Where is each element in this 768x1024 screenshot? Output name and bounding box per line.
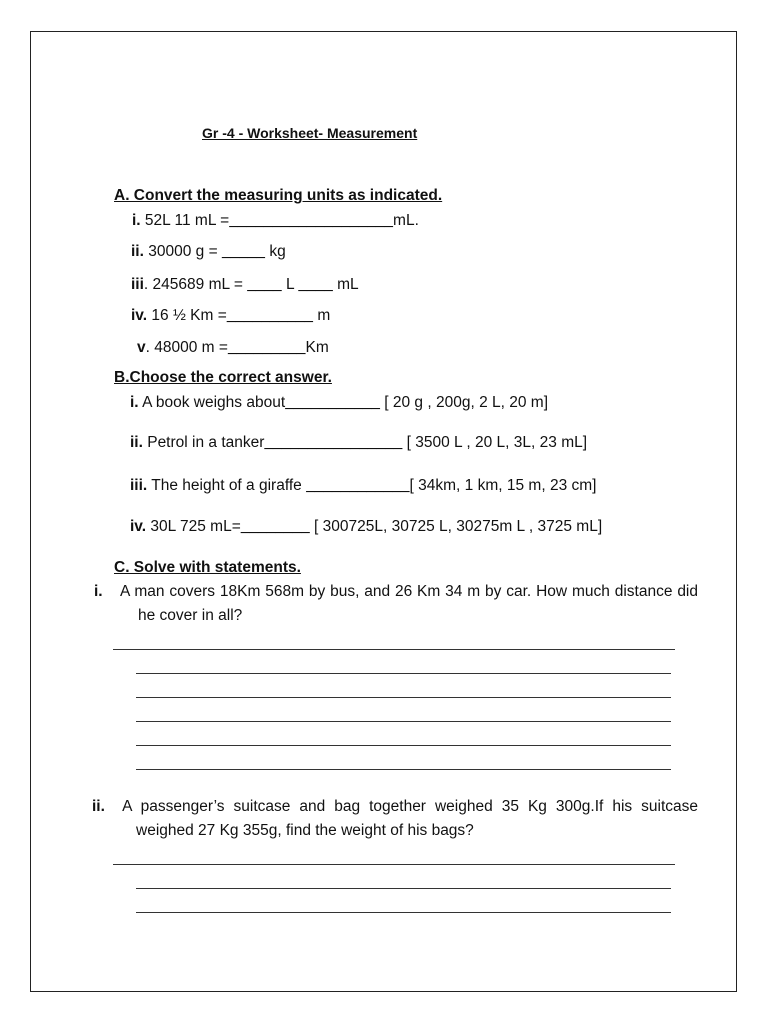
question-text: A passenger’s suitcase and bag together weighed 35 Kg 300g.If his suitcase weighed 27 Kg 355g, find the weight of his bags? (114, 798, 698, 839)
item-text: 52L 11 mL = (140, 212, 230, 229)
section-b-item-1 (130, 394, 548, 412)
section-b-item-3 (130, 477, 596, 495)
answer-blank-millilitres[interactable]: ____ (298, 276, 333, 293)
answer-blank[interactable]: ________________ (264, 434, 403, 451)
item-unit: kg (265, 243, 286, 260)
item-number: ii. (131, 243, 144, 260)
question-text: A man covers 18Km 568m by bus, and 26 Km 34 m by car. How much distance did he cover in all? (116, 583, 698, 624)
question-c1: i. A man covers 18Km 568m by bus, and 26 Km 34 m by car. How much distance did he cover in all? (94, 583, 698, 624)
answer-line[interactable] (136, 769, 671, 770)
answer-line[interactable] (136, 888, 671, 889)
section-b-heading: B.Choose the correct answer. (114, 369, 332, 386)
section-b-item-2 (130, 434, 587, 452)
section-a-item-3 (131, 276, 359, 294)
item-number: iii (131, 276, 144, 293)
item-number: iv. (131, 307, 148, 324)
worksheet-title: Gr -4 - Worksheet- Measurement (202, 125, 418, 141)
answer-blank[interactable]: __________ (226, 307, 314, 324)
item-text: . 245689 mL = (143, 276, 248, 293)
answer-line[interactable] (113, 649, 675, 650)
answer-blank[interactable]: ___________________ (229, 212, 394, 229)
answer-line[interactable] (136, 745, 671, 746)
answer-options: [ 300725L, 30725 L, 30275m L , 3725 mL] (309, 518, 603, 535)
section-a-heading: A. Convert the measuring units as indicated. (114, 187, 443, 204)
answer-options: [ 3500 L , 20 L, 3L, 23 mL] (402, 434, 588, 451)
item-number: i. (132, 212, 141, 229)
item-text: . 48000 m = (145, 339, 228, 356)
item-text: 30000 g = (143, 243, 222, 260)
item-unit: m (313, 307, 331, 324)
item-unit: mL. (393, 212, 419, 229)
item-text: A book weighs about (138, 394, 286, 411)
item-text: The height of a giraffe (147, 477, 307, 494)
item-unit: mL (332, 276, 359, 293)
question-c2: ii. A passenger’s suitcase and bag together weighed 35 Kg 300g.If his suitcase weighed 27 Kg 355g, find the weight of his bags? (92, 798, 698, 839)
answer-line[interactable] (136, 912, 671, 913)
item-number: ii. (130, 434, 143, 451)
answer-blank[interactable]: ___________ (285, 394, 380, 411)
section-a-item-4 (131, 307, 330, 325)
answer-options: [ 20 g , 200g, 2 L, 20 m] (379, 394, 548, 411)
item-number: iii. (130, 477, 148, 494)
answer-options: [ 34km, 1 km, 15 m, 23 cm] (409, 477, 597, 494)
item-unit: L (281, 276, 299, 293)
section-a-item-2 (131, 243, 286, 261)
section-a-item-1 (132, 212, 419, 230)
answer-blank[interactable]: ____________ (306, 477, 410, 494)
item-text: Petrol in a tanker (142, 434, 265, 451)
answer-blank-litres[interactable]: ____ (247, 276, 282, 293)
answer-line[interactable] (136, 673, 671, 674)
item-number: i. (130, 394, 139, 411)
item-text: 16 ½ Km = (147, 307, 227, 324)
answer-line[interactable] (136, 721, 671, 722)
section-c-heading: C. Solve with statements. (114, 559, 301, 576)
answer-blank[interactable]: ________ (240, 518, 310, 535)
section-b-item-4 (130, 518, 602, 536)
item-number: v (137, 339, 146, 356)
page-border (30, 31, 737, 992)
item-unit: Km (305, 339, 329, 356)
answer-blank[interactable]: _________ (227, 339, 306, 356)
answer-blank[interactable]: _____ (221, 243, 266, 260)
answer-line[interactable] (136, 697, 671, 698)
answer-line[interactable] (113, 864, 675, 865)
item-text: 30L 725 mL= (146, 518, 241, 535)
item-number: iv. (130, 518, 147, 535)
section-a-item-5 (137, 339, 329, 357)
